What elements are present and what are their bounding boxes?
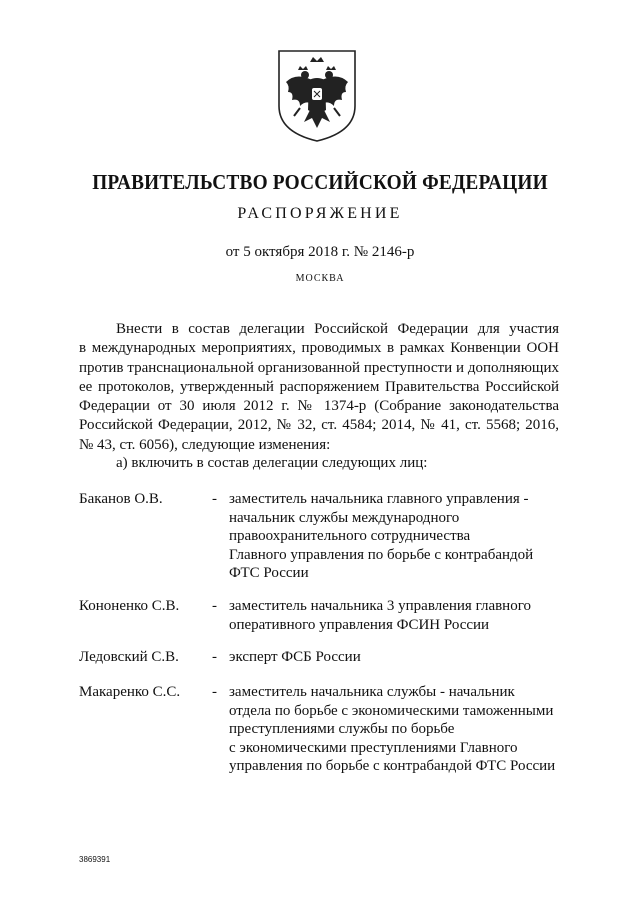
position-line: с экономическими преступлениями Главного (229, 739, 518, 756)
document-date-number: от 5 октября 2018 г. № 2146-р (225, 244, 415, 260)
position-line: ФТС России (229, 565, 309, 581)
person-position (229, 648, 569, 667)
position-line: оперативного управления ФСИН России (229, 616, 490, 633)
position-line: управления по борьбе с контрабандой ФТС России (229, 758, 556, 774)
person-name: Макаренко С.С. (79, 684, 181, 700)
document-city: МОСКВА (295, 273, 345, 284)
person-position (229, 490, 569, 583)
document-type: РАСПОРЯЖЕНИЕ (237, 205, 403, 222)
position-line: Главного управления по борьбе с контрабандой (229, 546, 534, 563)
document-body (79, 320, 559, 455)
position-line: заместитель начальника службы - начальник (229, 684, 515, 700)
coat-of-arms-icon (276, 48, 358, 144)
dash-separator: - (212, 598, 217, 614)
body-line: в международных мероприятиях, проводимых в рамках Конвенции ООН (79, 340, 559, 357)
dash-separator: - (212, 649, 217, 665)
body-line: ее протоколов, утвержденный распоряжением Правительства Российской (79, 378, 559, 395)
position-line: начальник службы международного (229, 509, 460, 526)
body-line: Российской Федерации, 2012, № 32, ст. 4584; 2014, № 41, ст. 5568; 2016, (79, 417, 559, 434)
person-name: Кононенко С.В. (79, 598, 180, 614)
position-line: заместитель начальника 3 управления главного (229, 598, 531, 614)
position-line: преступлениями службы по борьбе (229, 721, 455, 737)
dash-separator: - (212, 684, 217, 700)
position-line: заместитель начальника главного управления - (229, 491, 529, 507)
dash-separator: - (212, 491, 217, 507)
item-a-text: а) включить в состав делегации следующих лиц: (116, 455, 428, 471)
document-id-number: 3869391 (79, 855, 111, 864)
person-name: Ледовский С.В. (79, 649, 179, 665)
position-line: правоохранительного сотрудничества (229, 528, 471, 544)
person-name: Баканов О.В. (79, 491, 163, 507)
body-line: Федерации от 30 июля 2012 г. № 1374-р (Собрание законодательства (79, 398, 559, 415)
person-position (229, 597, 569, 634)
position-line: отдела по борьбе с экономическими таможенными (229, 702, 554, 719)
body-line: № 43, ст. 6056), следующие изменения: (79, 436, 331, 453)
position-line: эксперт ФСБ России (229, 649, 361, 665)
government-title: ПРАВИТЕЛЬСТВО РОССИЙСКОЙ ФЕДЕРАЦИИ (92, 170, 548, 194)
person-position (229, 683, 569, 776)
body-line: против транснациональной организованной преступности и дополняющих (79, 359, 559, 376)
body-line: Внести в состав делегации Российской Федерации для участия (116, 321, 559, 337)
